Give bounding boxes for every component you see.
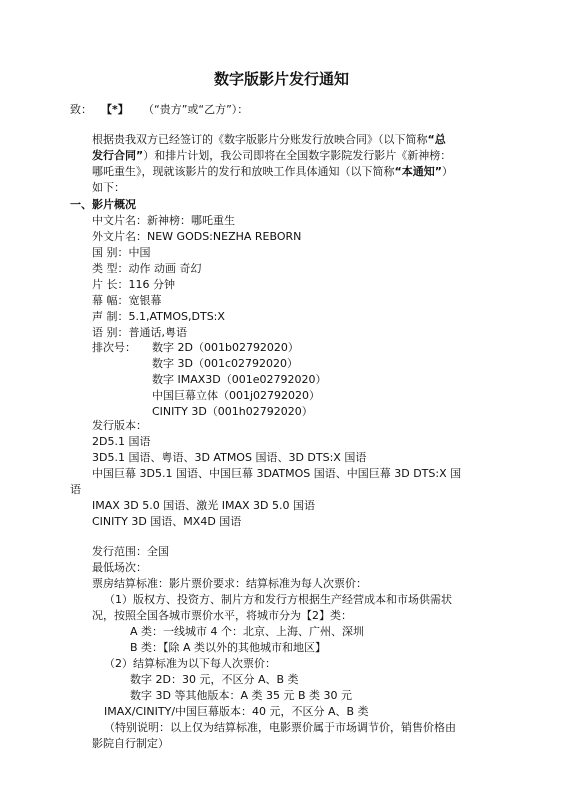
schedule-item: 数字 IMAX3D（001e02792020）	[152, 373, 327, 386]
settlement-line: A 类：一线城市 4 个：北京、上海、广州、深圳	[130, 625, 365, 638]
field-sound: 声 制：5.1,ATMOS,DTS:X	[92, 310, 225, 323]
schedule-item: CINITY 3D（001h02792020）	[152, 405, 313, 418]
intro-line-2	[92, 149, 451, 163]
section-heading-overview: 一、影片概况	[70, 198, 136, 211]
salutation-note: （“贵方”或“乙方”）：	[143, 103, 249, 116]
min-screenings: 最低场次：	[92, 561, 147, 574]
salutation-recipient: 【*】	[101, 103, 129, 116]
version-line: CINITY 3D 国语、MX4D 国语	[92, 515, 242, 528]
settlement-line: 数字 3D 等其他版本：A 类 35 元 B 类 30 元	[130, 689, 353, 702]
version-line: IMAX 3D 5.0 国语、激光 IMAX 3D 5.0 国语	[92, 499, 315, 512]
settlement-line: （特别说明：以上仅为结算标准，电影票价属于市场调节价，销售价格由	[104, 721, 456, 734]
intro-text-segment: 发行合同”	[92, 149, 144, 162]
field-length: 片 长：116 分钟	[92, 278, 175, 291]
intro-text-segment: 根据贵我双方已经签订的《数字版影片分账发行放映合同》（以下简称	[92, 133, 428, 146]
intro-text-segment: 如下：	[92, 181, 125, 194]
schedule-item: 数字 3D（001c02792020）	[152, 357, 298, 370]
settlement-line: 票房结算标准：影片票价要求：结算标准为每人次票价：	[92, 577, 367, 590]
document-title: 数字版影片发行通知	[213, 70, 349, 88]
field-chinese-name: 中文片名：新神榜：哪吒重生	[92, 214, 235, 227]
settlement-line: 况，按照全国各城市票价水平，将城市分为【2】类：	[92, 609, 352, 622]
versions-label: 发行版本：	[92, 419, 147, 432]
intro-line-4	[92, 181, 125, 195]
intro-line-3	[92, 165, 453, 179]
intro-text-segment: 哪吒重生》，现就该影片的发行和放映工作具体通知（以下简称	[92, 165, 395, 178]
settlement-line: B 类：【除 A 类以外的其他城市和地区】	[130, 641, 327, 654]
field-genre: 类 型：动作 动画 奇幻	[92, 262, 202, 275]
settlement-line: （1）版权方、投资方、制片方和发行方根据生产经营成本和市场供需状	[104, 593, 452, 606]
intro-text-segment: “本通知”	[394, 165, 442, 178]
field-country: 国 别：中国	[92, 246, 151, 259]
field-screen: 幕 幅：宽银幕	[92, 294, 162, 307]
version-line: 2D5.1 国语	[92, 435, 151, 448]
schedule-item: 数字 2D（001b02792020）	[152, 341, 299, 354]
version-line: 语	[70, 483, 81, 496]
salutation-prefix: 致：	[70, 103, 92, 116]
settlement-line: IMAX/CINITY/中国巨幕版本：40 元，不区分 A、B 类	[104, 705, 369, 718]
intro-text-segment: ）	[441, 165, 453, 178]
field-foreign-name: 外文片名：NEW GODS:NEZHA REBORN	[92, 230, 302, 243]
schedule-item: 中国巨幕立体（001j02792020）	[152, 389, 321, 402]
settlement-line: 影院自行制定）	[92, 737, 169, 750]
intro-text-segment: ）和排片计划，我公司即将在全国数字影院发行影片《新神榜：	[143, 149, 452, 162]
schedule-label: 排次号：	[92, 341, 136, 354]
settlement-line: 数字 2D：30 元，不区分 A、B 类	[130, 673, 299, 686]
version-line: 3D5.1 国语、粤语、3D ATMOS 国语、3D DTS:X 国语	[92, 451, 367, 464]
version-line: 中国巨幕 3D5.1 国语、中国巨幕 3DATMOS 国语、中国巨幕 3D DTS:X 国	[92, 467, 462, 480]
release-scope: 发行范围：全国	[92, 545, 169, 558]
intro-line-1	[92, 133, 446, 147]
intro-text-segment: “总	[427, 133, 446, 146]
field-language: 语 别：普通话,粤语	[92, 326, 187, 339]
settlement-line: （2）结算标准为以下每人次票价：	[104, 657, 276, 670]
